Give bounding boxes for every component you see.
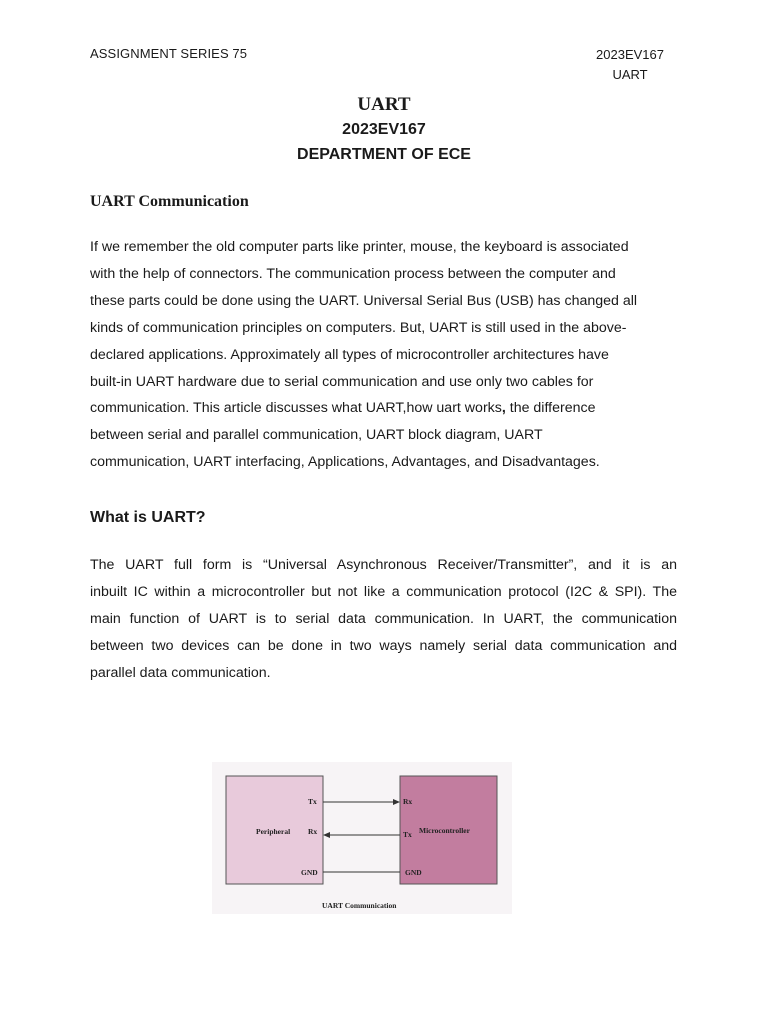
microcontroller-rx-label: Rx [403,797,413,806]
paragraph-line: these parts could be done using the UART. Universal Serial Bus (USB) has changed all [90,292,638,309]
microcontroller-gnd-label: GND [405,868,422,877]
microcontroller-tx-label: Tx [403,830,412,839]
paragraph-line: parallel data communication. [90,664,271,681]
paragraph-line: between serial and parallel communication, UART block diagram, UART [90,427,543,444]
title-block [0,93,768,167]
paragraph-line: communication, UART interfacing, Applications, Advantages, and Disadvantages. [90,454,600,471]
bold-comma: , [501,400,506,417]
paragraph-what-is-uart [90,552,677,687]
uart-diagram-figure [212,762,512,914]
header-right-block [596,45,664,85]
peripheral-label: Peripheral [256,827,291,836]
microcontroller-label: Microcontroller [419,826,470,835]
paragraph-line [90,395,690,422]
page-title: UART [357,94,411,115]
header-assignment-series: ASSIGNMENT SERIES 75 [90,46,248,61]
title-student-id: 2023EV167 [342,121,426,138]
paragraph-line: main function of UART is to serial data communication. In UART, the communication [90,610,677,627]
header-topic: UART [612,67,648,82]
paragraph-line: inbuilt IC within a microcontroller but not like a communication protocol (I2C & SPI). The [90,583,677,600]
paragraph-line-part: the difference [505,400,596,417]
paragraph-line: between two devices can be done in two ways namely serial data communication and [90,637,677,654]
header-student-id: 2023EV167 [596,47,664,62]
section-heading-uart-communication: UART Communication [90,193,249,210]
paragraph-line: built-in UART hardware due to serial communication and use only two cables for [90,373,594,390]
peripheral-tx-label: Tx [308,797,317,806]
peripheral-rx-label: Rx [308,827,318,836]
section-heading-what-is-uart: What is UART? [90,509,206,526]
paragraph-line: kinds of communication principles on computers. But, UART is still used in the above- [90,319,627,336]
title-department: DEPARTMENT OF ECE [297,146,471,163]
paragraph-line: If we remember the old computer parts like printer, mouse, the keyboard is associated [90,239,629,255]
paragraph-line: with the help of connectors. The communication process between the computer and [90,265,616,282]
peripheral-gnd-label: GND [301,868,318,877]
uart-diagram [212,762,512,914]
paragraph-line: The UART full form is “Universal Asynchronous Receiver/Transmitter”, and it is an [90,557,677,573]
paragraph-line-part: communication. This article discusses what UART,how uart works [90,400,502,417]
figure-caption: UART Communication [322,901,397,910]
paragraph-line: declared applications. Approximately all types of microcontroller architectures have [90,346,609,363]
paragraph-uart-communication [90,234,690,476]
